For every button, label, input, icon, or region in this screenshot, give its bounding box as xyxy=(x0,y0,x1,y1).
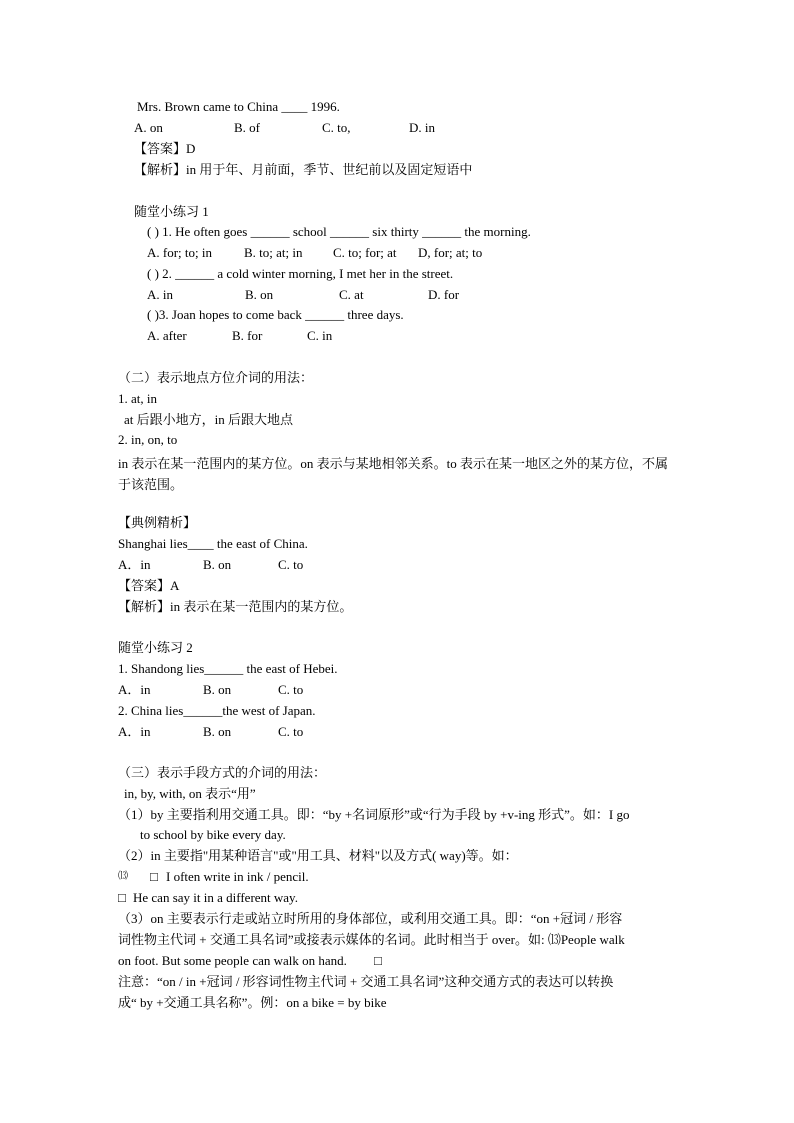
section3-intro: in, by, with, on 表示“用” xyxy=(124,786,256,801)
practice1-q3: ( )3. Joan hopes to come back ______ three days. xyxy=(147,307,404,322)
example-option-b: B. on xyxy=(203,557,232,572)
practice2-q2-option-c: C. to xyxy=(278,724,304,739)
practice1-title: 随堂小练习 1 xyxy=(134,204,209,219)
q1-option-d: D. in xyxy=(409,120,435,135)
practice1-q1-option-a: A. for; to; in xyxy=(147,245,212,260)
practice1-q3-option-a: A. after xyxy=(147,328,187,343)
practice1-q3-option-c: C. in xyxy=(307,328,333,343)
section3-p3-line1: （3）on 主要表示行走或站立时所用的身体部位，或利用交通工具。即：“on +冠词 / 形容 xyxy=(118,911,623,926)
example-option-a: A．in xyxy=(118,557,151,572)
practice1-q1-option-b: B. to; at; in xyxy=(244,245,303,260)
practice1-q2-option-c: C. at xyxy=(339,287,364,302)
q1-option-a: A. on xyxy=(134,120,163,135)
section3-p1-line2: to school by bike every day. xyxy=(140,827,286,842)
section3-p2: （2）in 主要指"用某种语言"或"用工具、材料"以及方式( way)等。如： xyxy=(118,848,518,863)
section3-heading: （三）表示手段方式的介词的用法： xyxy=(118,765,327,780)
q1-question: Mrs. Brown came to China ____ 1996. xyxy=(137,99,340,114)
section3-p2-example1: I often write in ink / pencil. xyxy=(166,869,309,884)
practice2-q2: 2. China lies______the west of Japan. xyxy=(118,703,316,718)
section3-p2-example2: He can say it in a different way. xyxy=(133,890,298,905)
section3-p1-line1: （1）by 主要指利用交通工具。即：“by +名词原形”或“行为手段 by +v-ing 形式”。如：I go xyxy=(118,807,630,822)
practice1-q2-option-b: B. on xyxy=(245,287,274,302)
practice1-q3-option-b: B. for xyxy=(232,328,263,343)
section2-item2: 2. in, on, to xyxy=(118,432,178,447)
section2-item1-desc: at 后跟小地方，in 后跟大地点 xyxy=(124,412,293,427)
q1-answer: 【答案】D xyxy=(134,141,196,156)
example-question: Shanghai lies____ the east of China. xyxy=(118,536,308,551)
practice2-q1-option-a: A．in xyxy=(118,682,151,697)
q1-option-c: C. to, xyxy=(322,120,351,135)
section2-item2-desc: in 表示在某一范围内的某方位。on 表示与某地相邻关系。to 表示在某一地区之外的某方位，不属于该范围。 xyxy=(118,456,668,492)
practice1-q1-option-d: D, for; at; to xyxy=(418,245,483,260)
practice1-q1-option-c: C. to; for; at xyxy=(333,245,397,260)
practice1-q1: ( ) 1. He often goes ______ school ______ six thirty ______ the morning. xyxy=(147,224,531,239)
example-option-c: C. to xyxy=(278,557,304,572)
section2-item1: 1. at, in xyxy=(118,391,157,406)
bullet-icon: □ xyxy=(118,890,126,905)
section3-note-line1: 注意：“on / in +冠词 / 形容词性物主代词 + 交通工具名词”这种交通方式的表达可以转换 xyxy=(118,974,614,989)
practice2-q2-option-a: A．in xyxy=(118,724,151,739)
bullet-icon: □ xyxy=(150,869,158,884)
practice2-q1-option-b: B. on xyxy=(203,682,232,697)
section3-p2-example1-mark: ⒀ xyxy=(118,871,128,882)
practice2-q1: 1. Shandong lies______ the east of Hebei. xyxy=(118,661,338,676)
q1-analysis: 【解析】in 用于年、月前面，季节、世纪前以及固定短语中 xyxy=(134,162,473,177)
section3-p3-line2: 词性物主代词 + 交通工具名词”或接表示媒体的名词。此时相当于 over。如: ⒀People walk xyxy=(118,932,625,947)
section3-p3-line3: on foot. But some people can walk on hand. xyxy=(118,953,347,968)
practice1-q2-option-a: A. in xyxy=(147,287,173,302)
example-heading: 【典例精析】 xyxy=(118,515,197,530)
example-answer: 【答案】A xyxy=(118,578,180,593)
practice2-q2-option-b: B. on xyxy=(203,724,232,739)
practice2-q1-option-c: C. to xyxy=(278,682,304,697)
practice1-q2: ( ) 2. ______ a cold winter morning, I met her in the street. xyxy=(147,266,454,281)
bullet-icon: □ xyxy=(374,953,382,968)
practice2-title: 随堂小练习 2 xyxy=(118,640,193,655)
section2-heading: （二）表示地点方位介词的用法： xyxy=(118,370,314,385)
section3-note-line2: 成“ by +交通工具名称”。例：on a bike = by bike xyxy=(118,995,387,1010)
q1-option-b: B. of xyxy=(234,120,260,135)
example-analysis: 【解析】in 表示在某一范围内的某方位。 xyxy=(118,599,353,614)
practice1-q2-option-d: D. for xyxy=(428,287,460,302)
